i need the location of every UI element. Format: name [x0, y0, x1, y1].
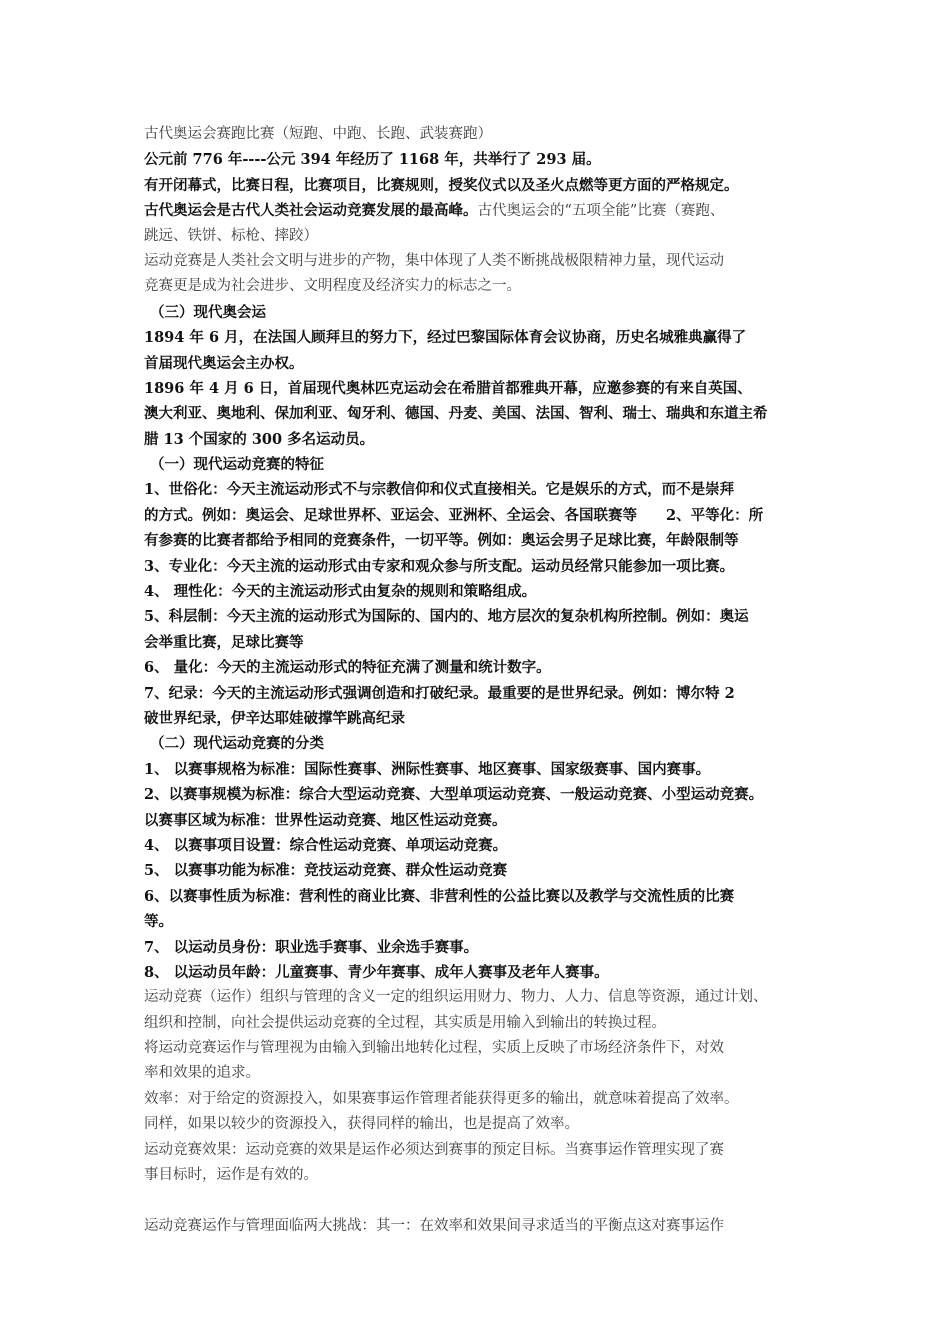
document-page	[144, 122, 824, 1239]
text-line: 7、 以运动员身份：职业选手赛事、业余选手赛事。	[144, 938, 479, 956]
text-line: 首届现代奥运会主办权。	[144, 354, 304, 372]
text-line: 有开闭幕式，比赛日程，比赛项目，比赛规则，授奖仪式以及圣火点燃等更方面的严格规定。	[144, 176, 739, 194]
text-line: 1894 年 6 月，在法国人顾拜旦的努力下，经过巴黎国际体育会议协商，历史名城雅典赢得了	[144, 329, 747, 347]
text-line: 同样，如果以较少的资源投入，获得同样的输出，也是提高了效率。	[144, 1116, 579, 1133]
text-line: 5、科层制：今天主流的运动形式为国际的、国内的、地方层次的复杂机构所控制。例如：奥运	[144, 608, 749, 626]
text-line: 运动竞赛效果：运动竞赛的效果是运作必须达到赛事的预定目标。当赛事运作管理实现了赛	[144, 1141, 724, 1158]
text-line: 组织和控制，向社会提供运动竞赛的全过程，其实质是用输入到输出的转换过程。	[144, 1014, 666, 1031]
text-line: 跳远、铁饼、标枪、摔跤）	[144, 227, 318, 244]
text-line: 古代奥运会赛跑比赛（短跑、中跑、长跑、武装赛跑）	[144, 126, 492, 142]
text-line: 1、世俗化：今天主流运动形式不与宗教信仰和仪式直接相关。它是娱乐的方式，而不是崇拜	[144, 481, 735, 499]
text-line: 事目标时，运作是有效的。	[144, 1167, 318, 1184]
text-line: 2、以赛事规模为标准：综合大型运动竞赛、大型单项运动竞赛、一般运动竞赛、小型运动竞赛。	[144, 786, 764, 804]
text-line: 公元前 776 年----公元 394 年经历了 1168 年，共举行了 293 届。	[144, 151, 601, 169]
text-line: 有参赛的比赛者都给予相同的竞赛条件，一切平等。例如：奥运会男子足球比赛，年龄限制等	[144, 532, 739, 550]
text-line: 5、 以赛事功能为标准：竞技运动竞赛、群众性运动竞赛	[144, 862, 508, 880]
text-line: 8、 以运动员年龄：儿童赛事、青少年赛事、成年人赛事及老年人赛事。	[144, 963, 609, 981]
text-line: 运动竞赛运作与管理面临两大挑战：其一：在效率和效果间寻求适当的平衡点这对赛事运作	[144, 1217, 724, 1234]
section-heading: （三）现代奥会运	[150, 303, 266, 321]
text-span: 古代奥运会的“五项全能”比赛（赛跑、	[477, 203, 725, 220]
text-line	[144, 198, 824, 223]
text-line: 6、以赛事性质为标准：营利性的商业比赛、非营利性的公益比赛以及教学与交流性质的比赛	[144, 887, 735, 905]
text-line: 1、 以赛事规格为标准：国际性赛事、洲际性赛事、地区赛事、国家级赛事、国内赛事。	[144, 760, 711, 778]
text-line: 运动竞赛是人类社会文明与进步的产物，集中体现了人类不断挑战极限精神力量，现代运动	[144, 252, 724, 269]
text-line: 会举重比赛，足球比赛等	[144, 633, 304, 651]
text-line: 1896 年 4 月 6 日，首届现代奥林匹克运动会在希腊首都雅典开幕，应邀参赛的有来自英国、	[144, 379, 752, 397]
text-line: 效率：对于给定的资源投入，如果赛事运作管理者能获得更多的输出，就意味着提高了效率。	[144, 1090, 739, 1107]
section-heading: （一）现代运动竞赛的特征	[150, 456, 324, 474]
text-line: 破世界纪录，伊辛达耶娃破撑竿跳高纪录	[144, 709, 405, 727]
text-line: 4、 理性化：今天的主流运动形式由复杂的规则和策略组成。	[144, 583, 537, 601]
text-line: 等。	[144, 913, 173, 931]
text-line: 竞赛更是成为社会进步、文明程度及经济实力的标志之一。	[144, 278, 521, 295]
text-line: 澳大利亚、奥地利、保加利亚、匈牙利、德国、丹麦、美国、法国、智利、瑞士、瑞典和东道主希	[144, 405, 768, 423]
text-span: 古代奥运会是古代人类社会运动竞赛发展的最高峰。	[144, 202, 478, 220]
text-line: 3、专业化：今天主流的运动形式由专家和观众参与所支配。运动员经常只能参加一项比赛。	[144, 557, 735, 575]
section-heading: （二）现代运动竞赛的分类	[150, 735, 324, 753]
text-line: 将运动竞赛运作与管理视为由输入到输出地转化过程，实质上反映了市场经济条件下，对效	[144, 1040, 724, 1057]
text-line: 4、 以赛事项目设置：综合性运动竞赛、单项运动竞赛。	[144, 836, 508, 854]
text-line: 7、纪录：今天的主流运动形式强调创造和打破纪录。最重要的是世界纪录。例如：博尔特 2	[144, 684, 735, 702]
text-line: 腊 13 个国家的 300 多名运动员。	[144, 430, 375, 448]
text-line: 以赛事区域为标准：世界性运动竞赛、地区性运动竞赛。	[144, 811, 507, 829]
paragraph-gap	[144, 1188, 824, 1213]
text-line: 率和效果的追求。	[144, 1065, 260, 1082]
text-line: 6、 量化：今天的主流运动形式的特征充满了测量和统计数字。	[144, 659, 551, 677]
text-line: 的方式。例如：奥运会、足球世界杯、亚运会、亚洲杯、全运会、各国联赛等 2、平等化：所	[144, 506, 764, 524]
text-line: 运动竞赛（运作）组织与管理的含义一定的组织运用财力、物力、人力、信息等资源，通过计划、	[144, 989, 768, 1006]
